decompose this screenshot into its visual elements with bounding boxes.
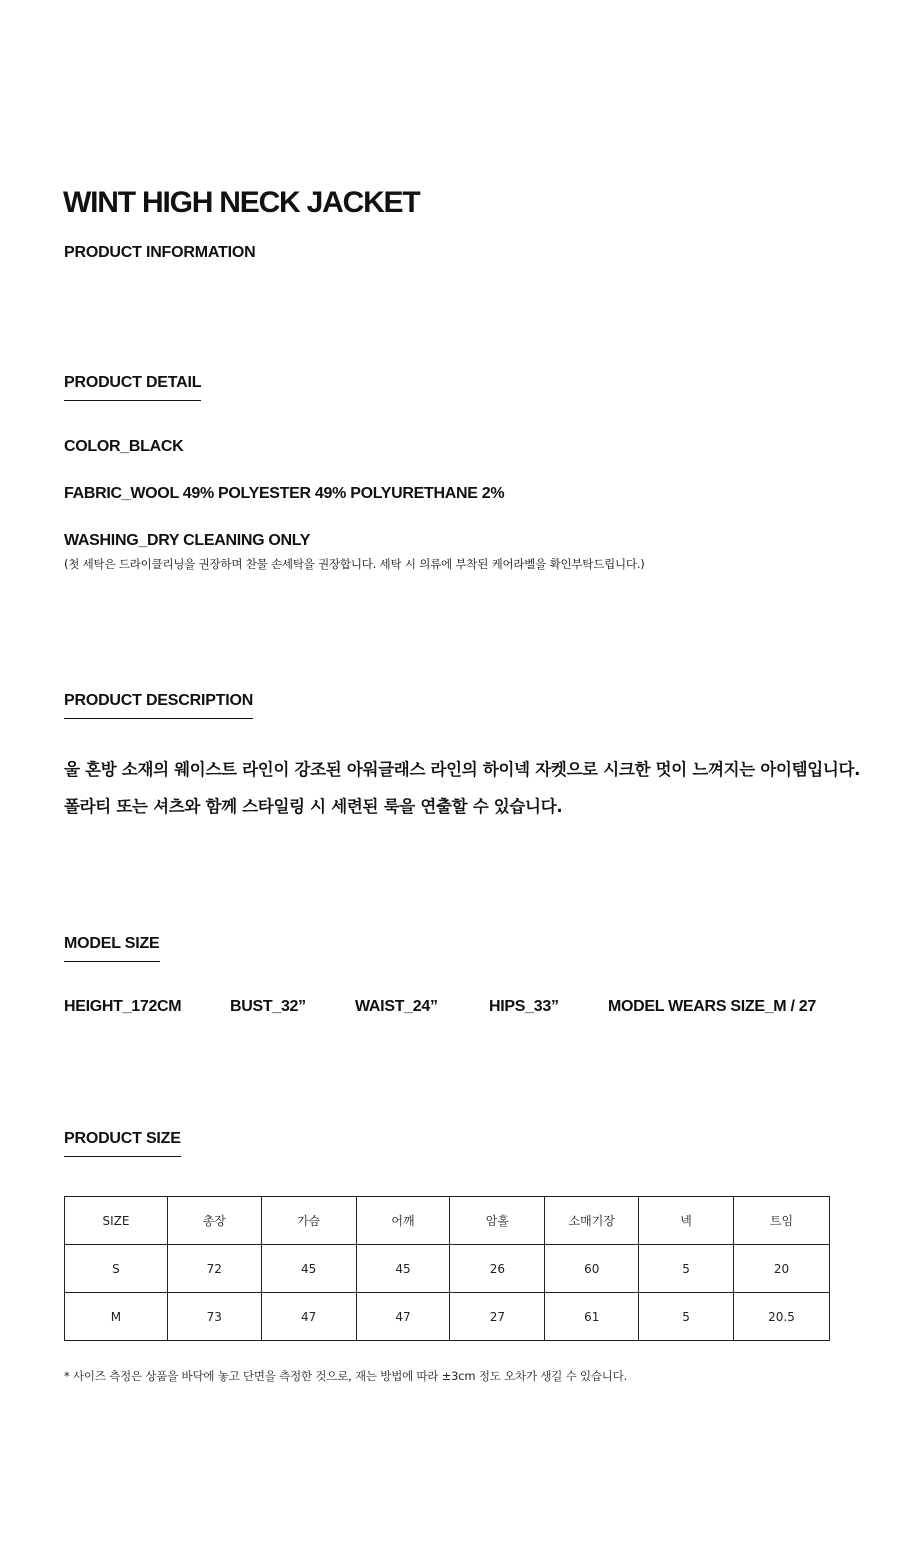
table-cell: 47: [261, 1293, 356, 1341]
model-wears-size: MODEL WEARS SIZE_M / 27: [608, 998, 816, 1015]
product-description-heading: PRODUCT DESCRIPTION: [64, 692, 253, 719]
fabric-detail: FABRIC_WOOL 49% POLYESTER 49% POLYURETHANE 2%: [64, 485, 505, 502]
product-information-label: PRODUCT INFORMATION: [64, 244, 256, 261]
model-waist: WAIST_24”: [355, 998, 438, 1015]
table-cell: 47: [356, 1293, 450, 1341]
table-cell: 5: [639, 1245, 734, 1293]
color-detail: COLOR_BLACK: [64, 438, 184, 455]
table-row: [65, 1293, 830, 1341]
size-measurement-note: * 사이즈 측정은 상품을 바닥에 놓고 단면을 측정한 것으로, 재는 방법에 따라 ±3cm 정도 오차가 생길 수 있습니다.: [64, 1369, 628, 1383]
table-cell: 5: [639, 1293, 734, 1341]
size-table-header-cell: 트임: [734, 1197, 830, 1245]
table-cell: 72: [167, 1245, 261, 1293]
model-height: HEIGHT_172CM: [64, 998, 182, 1015]
table-cell: 20: [734, 1245, 830, 1293]
description-line-2: 폴라티 또는 셔츠와 함께 스타일링 시 세련된 룩을 연출할 수 있습니다.: [64, 797, 563, 816]
size-table-header-cell: 암홀: [450, 1197, 545, 1245]
size-table: [64, 1196, 830, 1341]
size-table-header-cell: 어깨: [356, 1197, 450, 1245]
size-table-header-cell: 총장: [167, 1197, 261, 1245]
table-cell: 73: [167, 1293, 261, 1341]
size-table-header-cell: SIZE: [65, 1197, 168, 1245]
table-cell: 45: [261, 1245, 356, 1293]
size-table-header-row: [65, 1197, 830, 1245]
washing-note: (첫 세탁은 드라이클리닝을 권장하며 찬물 손세탁을 권장합니다. 세탁 시 의류에 부착된 케어라벨을 확인부탁드립니다.): [64, 557, 645, 571]
table-cell: 45: [356, 1245, 450, 1293]
table-cell: M: [65, 1293, 168, 1341]
product-detail-heading: PRODUCT DETAIL: [64, 374, 201, 401]
description-line-1: 울 혼방 소재의 웨이스트 라인이 강조된 아워글래스 라인의 하이넥 자켓으로 시크한 멋이 느껴지는 아이템입니다.: [64, 760, 861, 779]
model-hips: HIPS_33”: [489, 998, 559, 1015]
product-title: WINT HIGH NECK JACKET: [63, 186, 420, 219]
washing-detail: WASHING_DRY CLEANING ONLY: [64, 532, 311, 549]
table-cell: S: [65, 1245, 168, 1293]
size-table-header-cell: 가슴: [261, 1197, 356, 1245]
table-row: [65, 1245, 830, 1293]
size-table-header-cell: 소매기장: [545, 1197, 639, 1245]
model-size-heading: MODEL SIZE: [64, 935, 160, 962]
size-table-header-cell: 넥: [639, 1197, 734, 1245]
table-cell: 20.5: [734, 1293, 830, 1341]
table-cell: 27: [450, 1293, 545, 1341]
model-bust: BUST_32”: [230, 998, 306, 1015]
product-size-heading: PRODUCT SIZE: [64, 1130, 181, 1157]
table-cell: 26: [450, 1245, 545, 1293]
table-cell: 61: [545, 1293, 639, 1341]
table-cell: 60: [545, 1245, 639, 1293]
